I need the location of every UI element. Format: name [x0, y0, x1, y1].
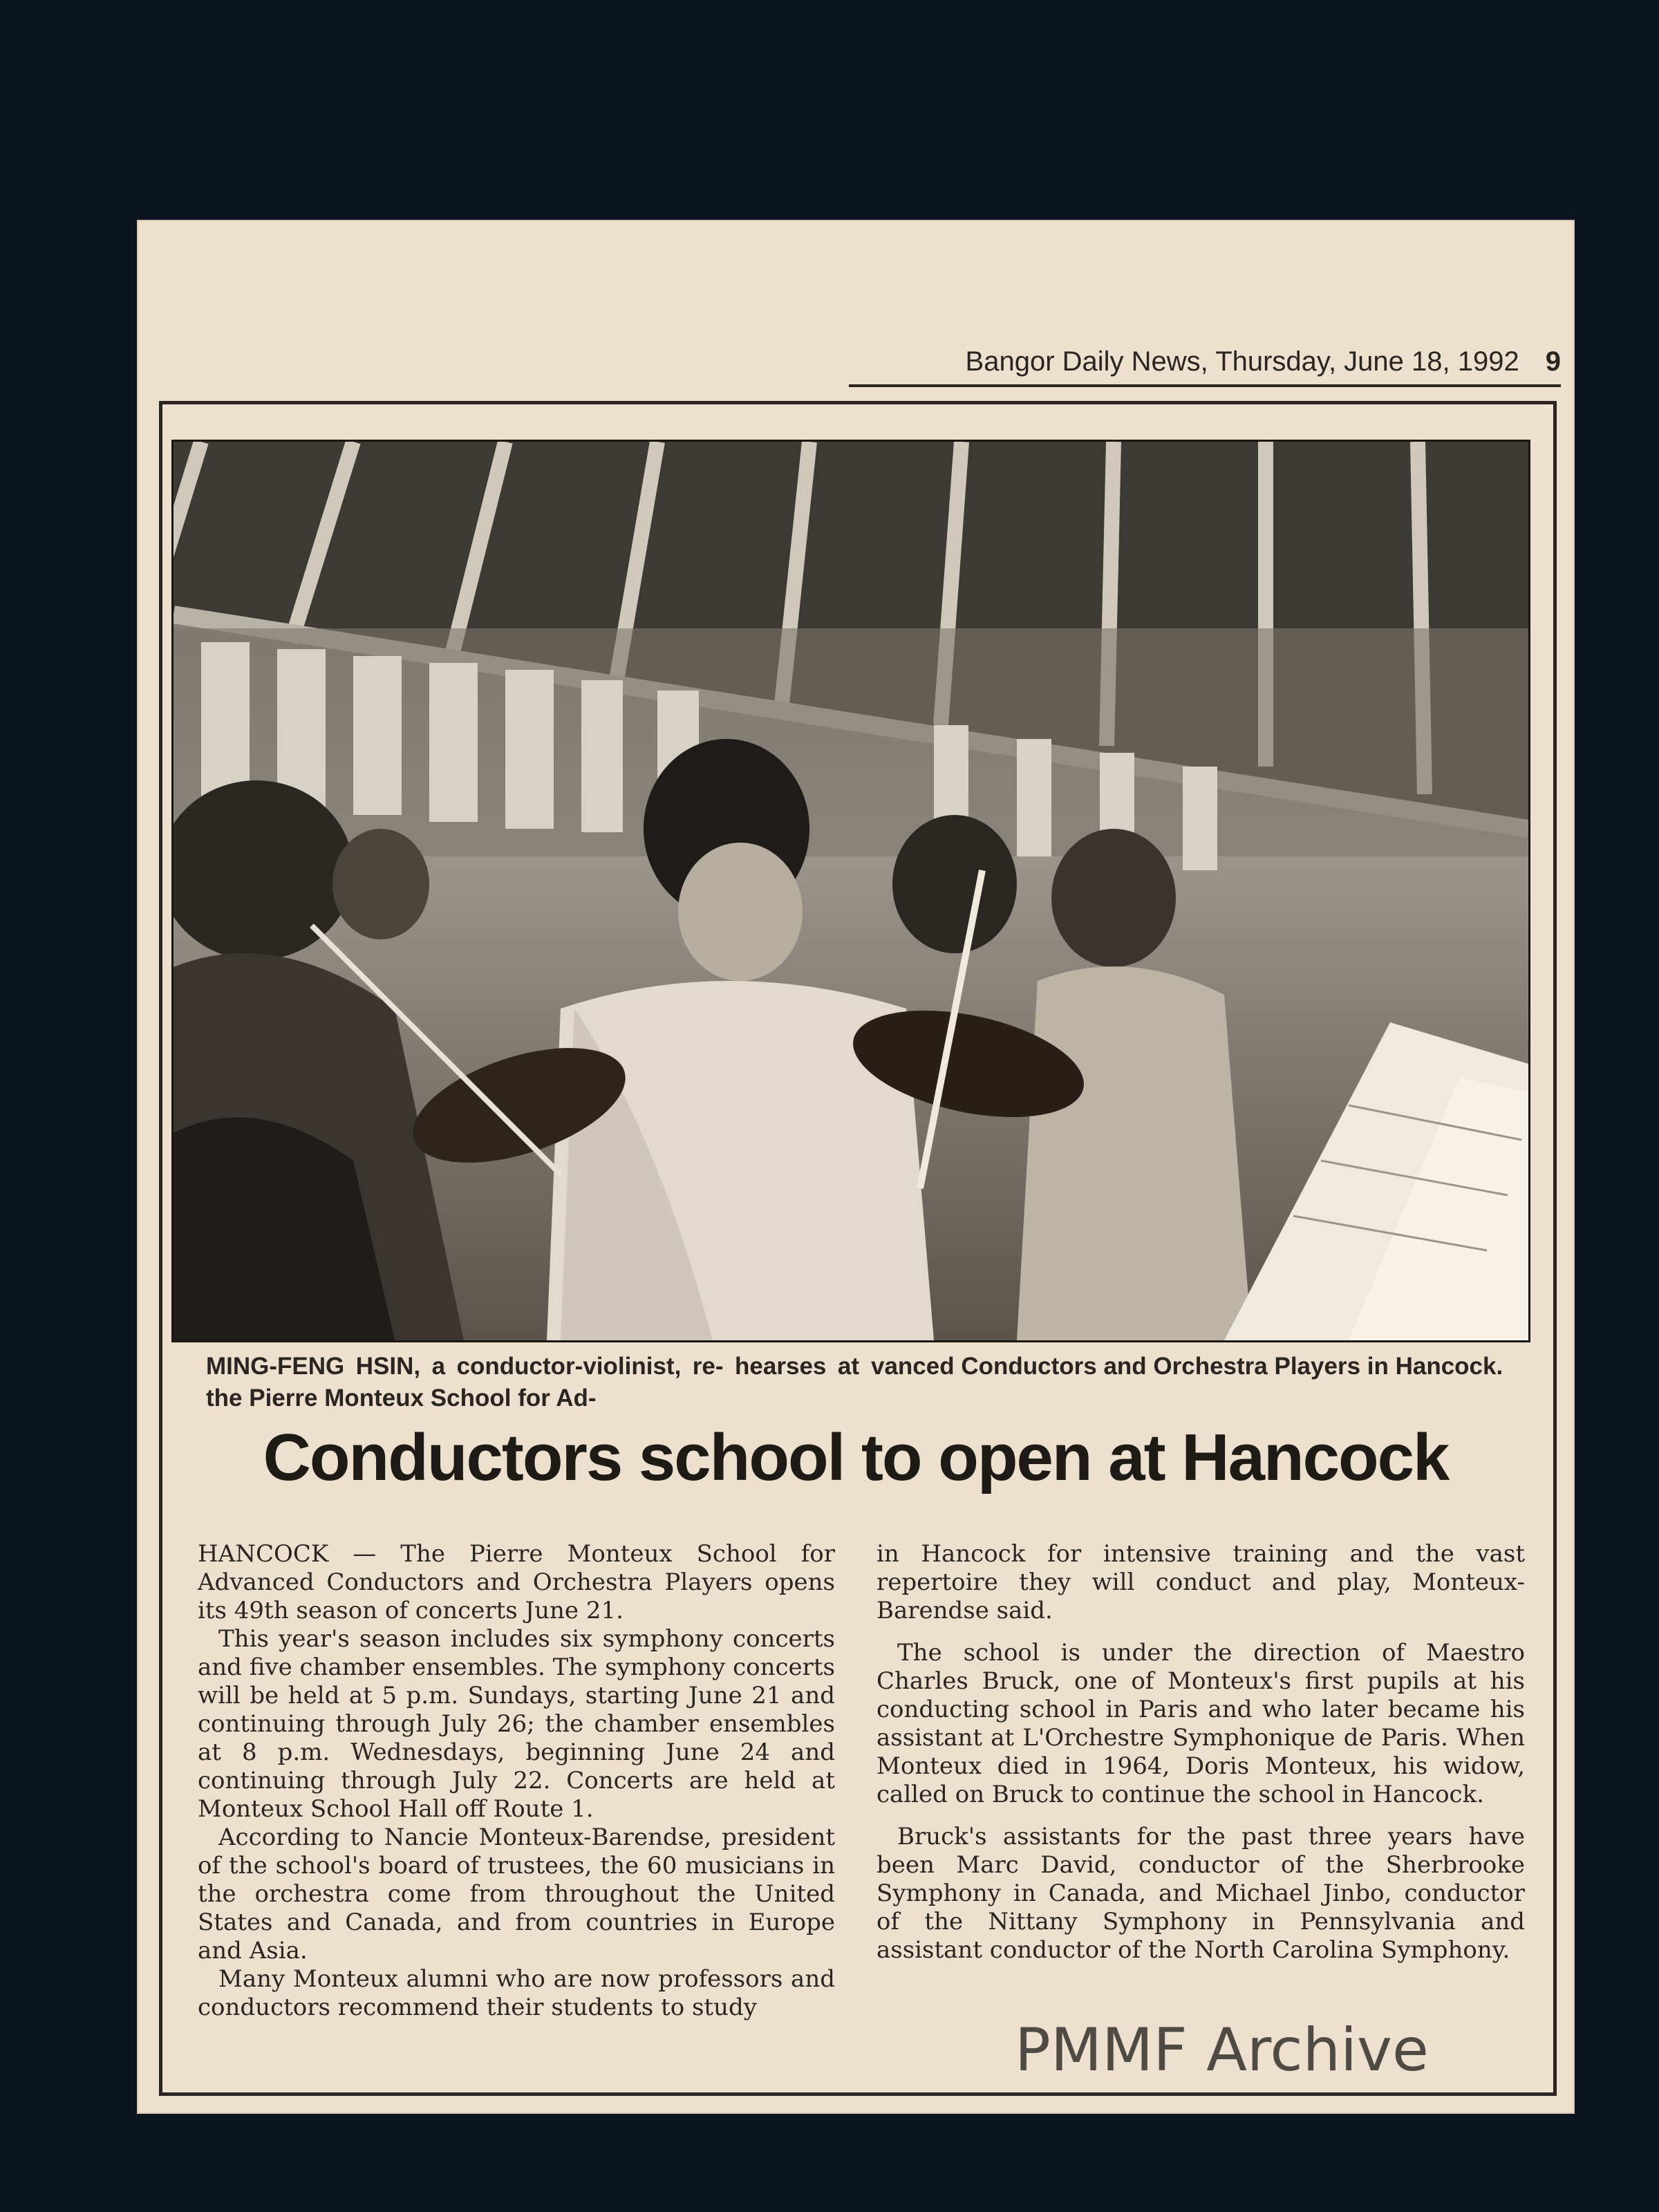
- article-paragraph: The school is under the direction of Maestro Charles Bruck, one of Monteux's first pupils at his conducting school in Paris and who later became his assistant at L'Orchestre Symphonique de Paris. When Monteux died in 1964, Doris Monteux, his widow, called on Bruck to continue the school in Hancock.: [877, 1639, 1525, 1808]
- page-number: 9: [1545, 346, 1561, 377]
- headline: Conductors school to open at Hancock: [263, 1421, 1449, 1494]
- article-paragraph: Many Monteux alumni who are now professors and conductors recommend their students to study: [198, 1965, 835, 2021]
- article-column-left: [198, 1540, 835, 2022]
- orchestra-rehearsal-photo: [171, 440, 1530, 1342]
- article-paragraph: HANCOCK — The Pierre Monteux School for Advanced Conductors and Orchestra Players opens its 49th season of concerts June 21.: [198, 1540, 835, 1624]
- newspaper-clipping: [137, 220, 1575, 2114]
- article-paragraph: Bruck's assistants for the past three years have been Marc David, conductor of the Sherbrooke Symphony in Canada, and Michael Jinbo, conductor of the Nittany Symphony in Pennsylvania and assistant conductor of the North Carolina Symphony.: [877, 1823, 1525, 1964]
- photo-caption-left: MING-FENG HSIN, a conductor-violinist, re- hearses at the Pierre Monteux School for Ad-: [206, 1353, 859, 1412]
- archive-watermark: PMMF Archive: [1015, 2016, 1429, 2085]
- article-paragraph: in Hancock for intensive training and the vast repertoire they will conduct and play, Monteux-Barendse said.: [877, 1540, 1525, 1624]
- article-column-right: [877, 1540, 1525, 1965]
- article-paragraph: This year's season includes six symphony concerts and five chamber ensembles. The symphony concerts will be held at 5 p.m. Sundays, starting June 21 and continuing through July 26; the chamber ensembles at 8 p.m. Wednesdays, beginning June 24 and continuing through July 22. Concerts are held at Monteux School Hall off Route 1.: [198, 1625, 835, 1823]
- article-paragraph: According to Nancie Monteux-Barendse, president of the school's board of trustees, the 60 musicians in the orchestra come from throughout the United States and Canada, and from countries in Europe and Asia.: [198, 1824, 835, 1965]
- publication-line: Bangor Daily News, Thursday, June 18, 1992: [965, 346, 1519, 377]
- masthead: [849, 339, 1561, 387]
- photo-caption-right: vanced Conductors and Orchestra Players in Hancock.: [871, 1353, 1503, 1380]
